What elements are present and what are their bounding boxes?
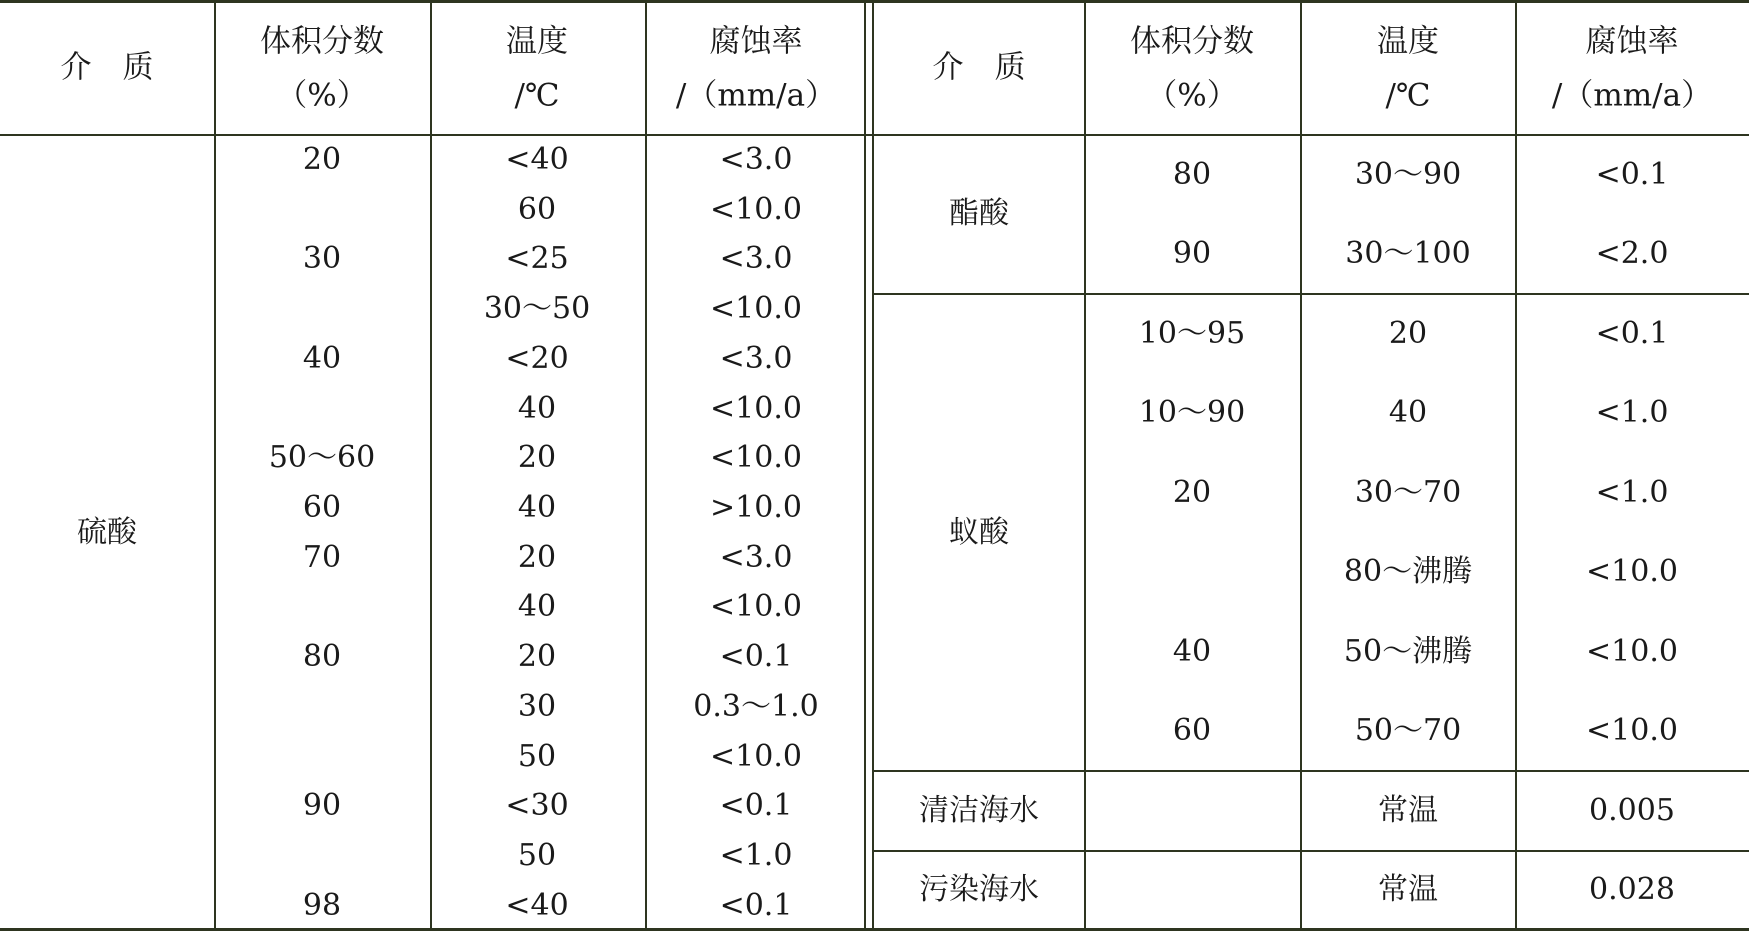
fraction-cell: 20 <box>1172 475 1212 510</box>
corrosion-cell: >10.0 <box>710 490 802 525</box>
column-divider <box>1515 0 1517 931</box>
corrosion-cell: <3.0 <box>719 540 793 575</box>
fraction-cell: 80 <box>1172 157 1212 192</box>
temperature-cell: 50 <box>517 838 557 873</box>
fraction-cell: 90 <box>302 788 342 823</box>
temperature-cell: 50 <box>517 739 557 774</box>
header-fraction: 体积分数 <box>1130 23 1254 60</box>
corrosion-cell: <0.1 <box>719 639 793 674</box>
temperature-cell: 30～70 <box>1354 475 1462 510</box>
corrosion-cell: <10.0 <box>1586 713 1678 748</box>
group-divider <box>874 293 1749 295</box>
temperature-cell: <40 <box>505 888 569 923</box>
header-fraction: 体积分数 <box>260 23 384 60</box>
column-divider <box>1084 0 1086 931</box>
table-top-rule <box>0 0 1749 3</box>
corrosion-cell: <10.0 <box>1586 554 1678 589</box>
temperature-cell: 30 <box>517 689 557 724</box>
temperature-cell: <30 <box>505 788 569 823</box>
medium-cell: 污染海水 <box>919 872 1039 907</box>
medium-cell: 蚁酸 <box>949 515 1009 550</box>
fraction-cell: 98 <box>302 888 342 923</box>
header-fraction-unit: （%） <box>276 77 368 114</box>
temperature-cell: 20 <box>517 540 557 575</box>
temperature-cell: 20 <box>517 440 557 475</box>
column-divider <box>1300 0 1302 931</box>
corrosion-cell: <0.1 <box>1595 316 1669 351</box>
temperature-cell: 50～沸腾 <box>1343 634 1473 669</box>
corrosion-cell: <10.0 <box>710 739 802 774</box>
fraction-cell: 80 <box>302 639 342 674</box>
column-divider <box>214 0 216 931</box>
header-bottom-rule <box>0 134 1749 136</box>
group-divider <box>874 770 1749 772</box>
corrosion-cell: <10.0 <box>710 391 802 426</box>
group-divider <box>874 850 1749 852</box>
temperature-cell: 20 <box>517 639 557 674</box>
header-temperature-unit: /℃ <box>514 77 560 114</box>
corrosion-cell: <1.0 <box>1595 475 1669 510</box>
temperature-cell: 30～100 <box>1345 236 1471 271</box>
table-bottom-rule <box>0 928 1749 931</box>
fraction-cell: 70 <box>302 540 342 575</box>
header-temperature-unit: /℃ <box>1385 77 1431 114</box>
temperature-cell: 30～50 <box>483 291 591 326</box>
fraction-cell: 90 <box>1172 236 1212 271</box>
temperature-cell: 40 <box>517 490 557 525</box>
corrosion-cell: 0.3～1.0 <box>693 689 819 724</box>
temperature-cell: 80～沸腾 <box>1343 554 1473 589</box>
temperature-cell: 50～70 <box>1354 713 1462 748</box>
corrosion-cell: <10.0 <box>710 192 802 227</box>
medium-cell: 硫酸 <box>77 515 137 550</box>
column-divider <box>645 0 647 931</box>
temperature-cell: 20 <box>1388 316 1428 351</box>
header-medium: 介 质 <box>932 49 1026 86</box>
corrosion-cell: <10.0 <box>710 291 802 326</box>
table-split-rule <box>864 0 866 931</box>
header-temperature: 温度 <box>506 23 568 60</box>
fraction-cell: 60 <box>1172 713 1212 748</box>
temperature-cell: 60 <box>517 192 557 227</box>
temperature-cell: <40 <box>505 142 569 177</box>
header-temperature: 温度 <box>1377 23 1439 60</box>
temperature-cell: <25 <box>505 241 569 276</box>
fraction-cell: 20 <box>302 142 342 177</box>
fraction-cell: 40 <box>302 341 342 376</box>
corrosion-cell: <0.1 <box>719 888 793 923</box>
temperature-cell: 常温 <box>1378 872 1438 907</box>
corrosion-cell: <3.0 <box>719 142 793 177</box>
fraction-cell: 50～60 <box>268 440 376 475</box>
corrosion-cell: <0.1 <box>719 788 793 823</box>
corrosion-cell: <10.0 <box>710 440 802 475</box>
medium-cell: 清洁海水 <box>919 793 1039 828</box>
corrosion-cell: <3.0 <box>719 341 793 376</box>
header-corrosion: 腐蚀率 <box>1585 23 1679 60</box>
fraction-cell: 40 <box>1172 634 1212 669</box>
temperature-cell: <20 <box>505 341 569 376</box>
temperature-cell: 40 <box>517 391 557 426</box>
corrosion-cell: 0.028 <box>1589 872 1675 907</box>
corrosion-cell: <10.0 <box>710 589 802 624</box>
header-fraction-unit: （%） <box>1146 77 1238 114</box>
header-medium: 介 质 <box>60 49 154 86</box>
table-split-rule <box>872 0 874 931</box>
header-corrosion: 腐蚀率 <box>709 23 803 60</box>
medium-cell: 酯酸 <box>949 196 1009 231</box>
corrosion-cell: <3.0 <box>719 241 793 276</box>
header-corrosion-unit: /（mm/a） <box>675 77 837 114</box>
temperature-cell: 40 <box>517 589 557 624</box>
fraction-cell: 60 <box>302 490 342 525</box>
header-corrosion-unit: /（mm/a） <box>1551 77 1713 114</box>
corrosion-cell: <10.0 <box>1586 634 1678 669</box>
fraction-cell: 10～90 <box>1138 395 1246 430</box>
corrosion-cell: <1.0 <box>1595 395 1669 430</box>
corrosion-cell: <0.1 <box>1595 157 1669 192</box>
column-divider <box>430 0 432 931</box>
fraction-cell: 30 <box>302 241 342 276</box>
temperature-cell: 40 <box>1388 395 1428 430</box>
corrosion-cell: 0.005 <box>1589 793 1675 828</box>
corrosion-cell: <1.0 <box>719 838 793 873</box>
corrosion-cell: <2.0 <box>1595 236 1669 271</box>
fraction-cell: 10～95 <box>1138 316 1246 351</box>
temperature-cell: 30～90 <box>1354 157 1462 192</box>
temperature-cell: 常温 <box>1378 793 1438 828</box>
